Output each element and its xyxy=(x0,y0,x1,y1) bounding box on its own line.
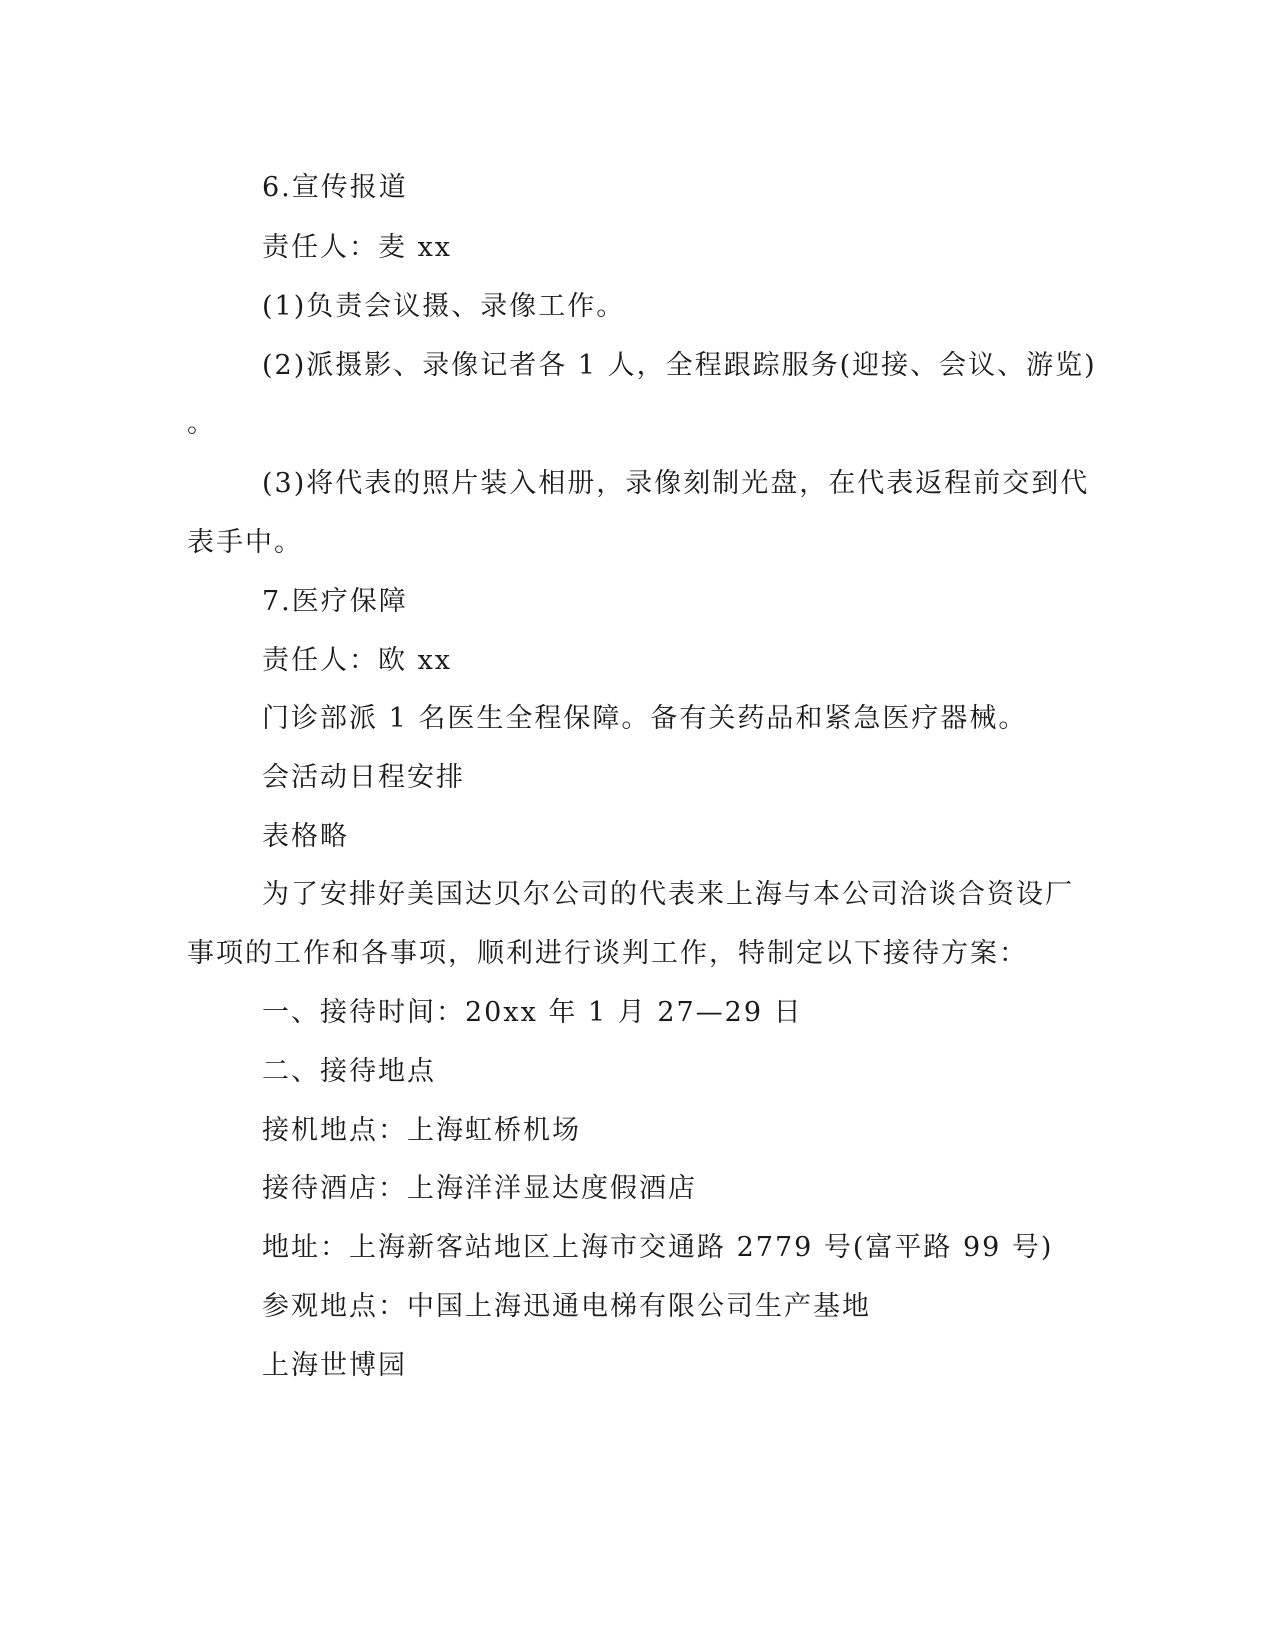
publicity-item-3: (3)将代表的照片装入相册，录像刻制光盘，在代表返程前交到代 xyxy=(262,468,1090,499)
airport-pickup-location: 接机地点：上海虹桥机场 xyxy=(262,1115,581,1146)
intro-paragraph-line-2: 事项的工作和各事项，顺利进行谈判工作，特制定以下接待方案： xyxy=(187,938,1028,969)
table-omitted-note: 表格略 xyxy=(262,821,349,852)
responsible-person-publicity: 责任人：麦 xx xyxy=(262,232,453,263)
hotel-address: 地址：上海新客站地区上海市交通路 2779 号(富平路 99 号) xyxy=(262,1232,1054,1263)
schedule-heading: 会活动日程安排 xyxy=(262,762,465,793)
medical-paragraph: 门诊部派 1 名医生全程保障。备有关药品和紧急医疗器械。 xyxy=(262,703,1028,734)
section-heading-medical: 7.医疗保障 xyxy=(262,586,408,617)
publicity-item-2: (2)派摄影、录像记者各 1 人，全程跟踪服务(迎接、会议、游览) xyxy=(262,350,1097,381)
visit-location: 参观地点：中国上海迅通电梯有限公司生产基地 xyxy=(262,1291,871,1322)
intro-paragraph-line-1: 为了安排好美国达贝尔公司的代表来上海与本公司洽谈合资设厂 xyxy=(262,879,1074,910)
publicity-item-1: (1)负责会议摄、录像工作。 xyxy=(262,291,626,322)
visit-location-expo-park: 上海世博园 xyxy=(262,1350,407,1381)
publicity-item-2-continuation: 。 xyxy=(187,408,216,439)
reception-location-heading: 二、接待地点 xyxy=(262,1056,436,1087)
reception-time: 一、接待时间：20xx 年 1 月 27—29 日 xyxy=(262,997,803,1028)
responsible-person-medical: 责任人：欧 xx xyxy=(262,645,453,676)
reception-hotel: 接待酒店：上海洋洋显达度假酒店 xyxy=(262,1173,697,1204)
publicity-item-3-continuation: 表手中。 xyxy=(187,527,303,558)
section-heading-publicity: 6.宣传报道 xyxy=(262,172,408,203)
